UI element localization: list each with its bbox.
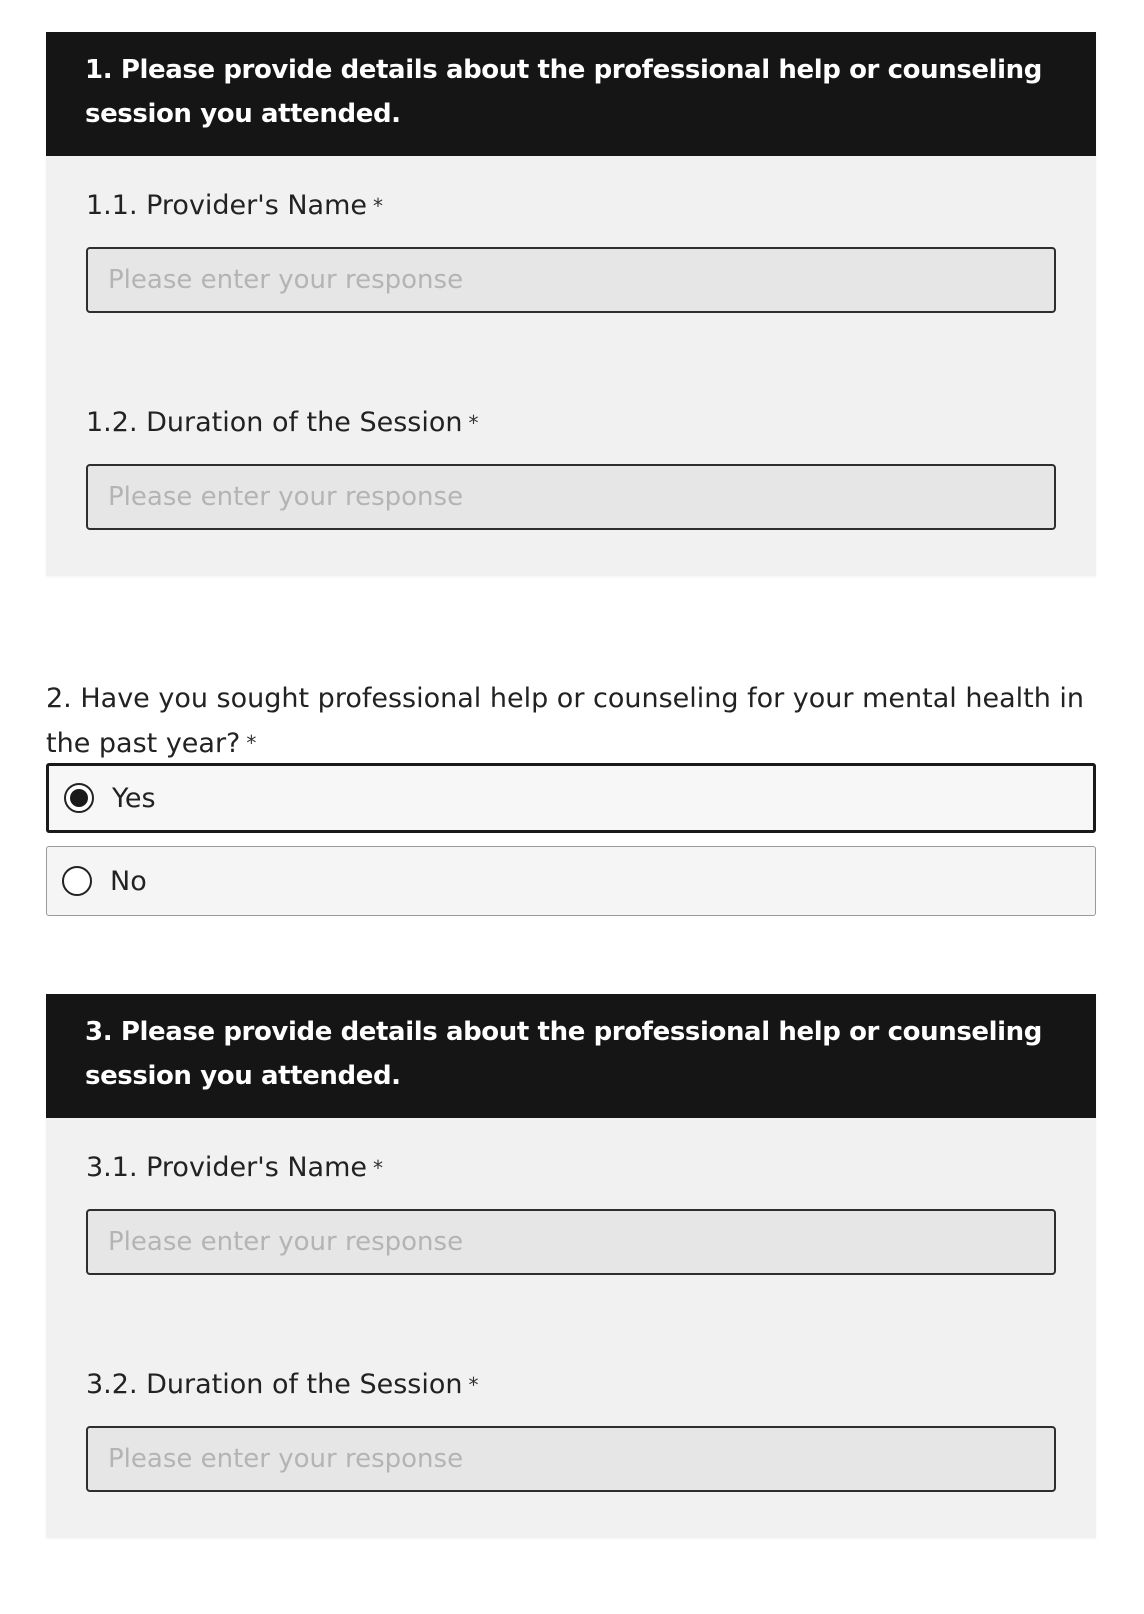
section-1-body	[46, 156, 1096, 576]
question-3-2-text: 3.2. Duration of the Session	[86, 1369, 463, 1400]
option-no-label: No	[110, 865, 147, 897]
section-1	[46, 32, 1096, 576]
required-asterisk: *	[468, 1373, 479, 1397]
question-1-2-text: 1.2. Duration of the Session	[86, 407, 463, 438]
question-1-1-label	[86, 188, 1056, 224]
question-3-1-label	[86, 1150, 1056, 1186]
section-1-header: 1. Please provide details about the professional help or counseling session you attended.	[46, 32, 1096, 156]
required-asterisk: *	[246, 731, 257, 755]
provider-name-input-3[interactable]	[86, 1209, 1056, 1275]
provider-name-input-1[interactable]	[86, 247, 1056, 313]
question-2-text: 2. Have you sought professional help or counseling for your mental health in the past year?	[46, 683, 1085, 759]
radio-dot-icon	[70, 789, 88, 807]
section-3-header: 3. Please provide details about the professional help or counseling session you attended.	[46, 994, 1096, 1118]
question-3-1-text: 3.1. Provider's Name	[86, 1152, 367, 1183]
question-1-2-label	[86, 405, 1056, 441]
required-asterisk: *	[373, 194, 383, 218]
session-duration-input-3[interactable]	[86, 1426, 1056, 1492]
section-3	[46, 994, 1096, 1538]
radio-selected-icon[interactable]	[64, 783, 94, 813]
question-1-1-text: 1.1. Provider's Name	[86, 190, 367, 221]
radio-unselected-icon[interactable]	[62, 866, 92, 896]
required-asterisk: *	[468, 411, 479, 435]
required-asterisk: *	[373, 1156, 383, 1180]
question-2-label	[46, 676, 1106, 766]
section-3-body	[46, 1118, 1096, 1538]
option-no[interactable]	[46, 846, 1096, 916]
option-yes[interactable]	[46, 763, 1096, 833]
option-yes-label: Yes	[112, 782, 156, 814]
question-3-2-label	[86, 1367, 1056, 1403]
session-duration-input-1[interactable]	[86, 464, 1056, 530]
